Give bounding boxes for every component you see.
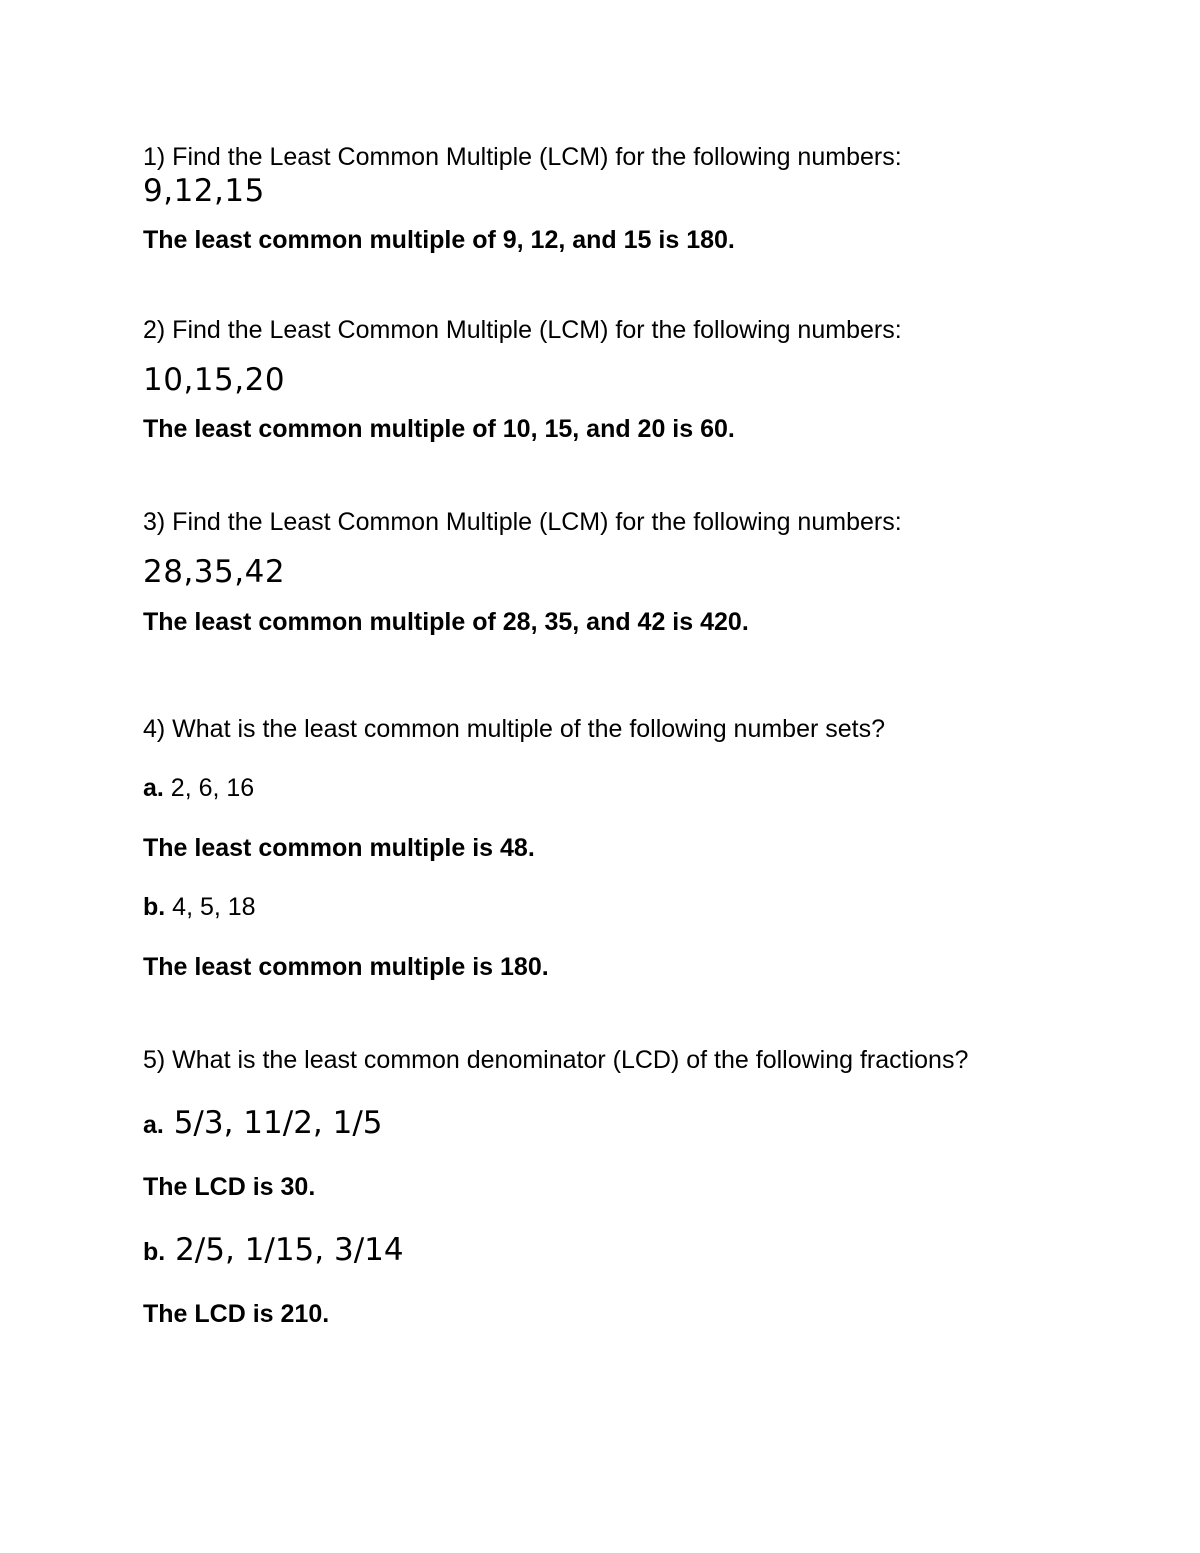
q4-part-a (143, 774, 254, 803)
q5-prompt: 5) What is the least common denominator (LCD) of the following fractions? (143, 1046, 969, 1074)
q5-b-set: 2/5, 1/15, 3/14 (165, 1232, 404, 1268)
q4-a-label: a. (143, 774, 164, 802)
q4-prompt: 4) What is the least common multiple of the following number sets? (143, 715, 886, 743)
q4-b-answer: The least common multiple is 180. (143, 953, 549, 981)
q3-numbers: 28,35,42 (143, 554, 286, 590)
q5-a-answer: The LCD is 30. (143, 1173, 316, 1201)
q4-b-label: b. (143, 893, 166, 921)
q2-numbers: 10,15,20 (143, 362, 286, 398)
q5-a-set: 5/3, 11/2, 1/5 (163, 1105, 383, 1141)
q4-b-set: 4, 5, 18 (165, 893, 256, 921)
q5-part-a (143, 1105, 383, 1141)
q1-answer: The least common multiple of 9, 12, and 15 is 180. (143, 226, 735, 254)
q1-prompt: 1) Find the Least Common Multiple (LCM) for the following numbers: (143, 143, 902, 171)
q4-part-b (143, 893, 256, 922)
q5-a-label: a. (143, 1111, 164, 1139)
q2-answer: The least common multiple of 10, 15, and 20 is 60. (143, 415, 735, 443)
q3-prompt: 3) Find the Least Common Multiple (LCM) for the following numbers: (143, 508, 902, 536)
q2-prompt: 2) Find the Least Common Multiple (LCM) for the following numbers: (143, 316, 902, 344)
q5-b-answer: The LCD is 210. (143, 1300, 330, 1328)
q5-b-label: b. (143, 1238, 166, 1266)
q4-a-answer: The least common multiple is 48. (143, 834, 535, 862)
q1-numbers: 9,12,15 (143, 173, 265, 209)
q4-a-set: 2, 6, 16 (163, 774, 255, 802)
q5-part-b (143, 1232, 404, 1268)
q3-answer: The least common multiple of 28, 35, and 42 is 420. (143, 608, 749, 636)
